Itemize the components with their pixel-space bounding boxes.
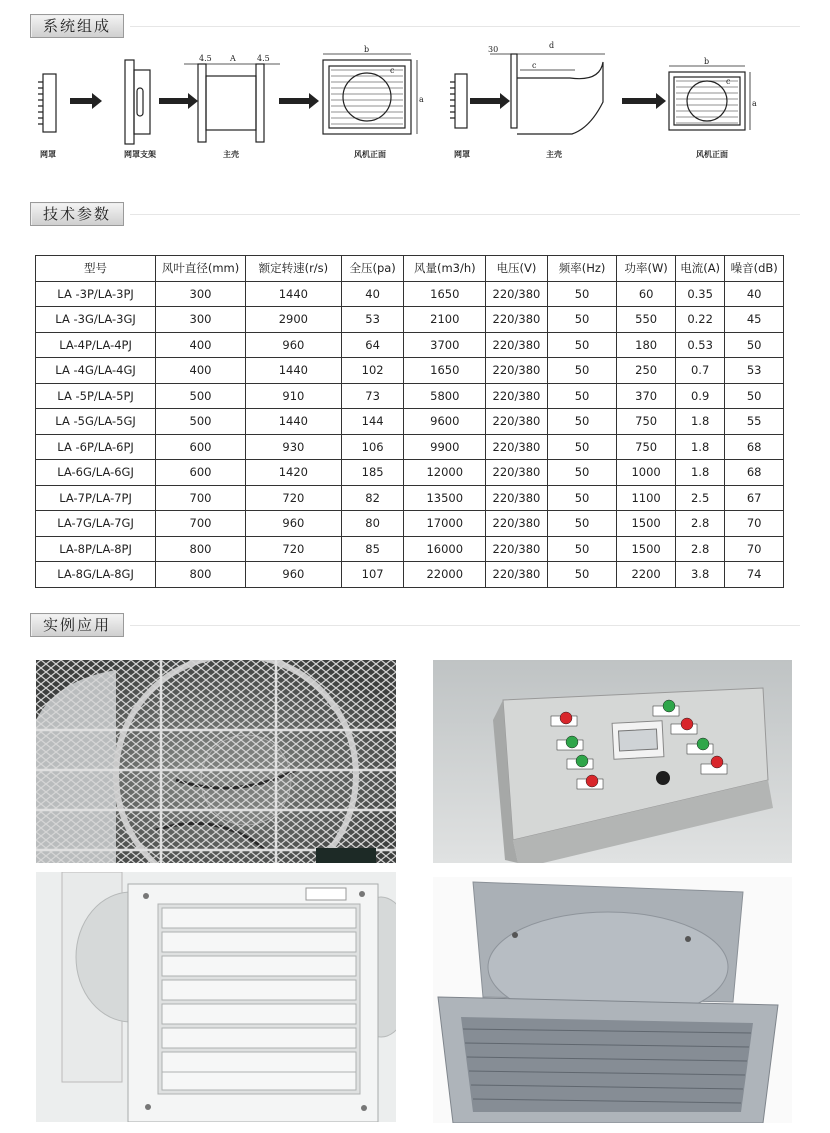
- table-header-cell: 噪音(dB): [725, 256, 784, 282]
- table-cell: 1.8: [675, 460, 724, 486]
- section-title-examples: 实例应用: [30, 613, 124, 637]
- divider: [130, 625, 800, 626]
- table-cell: 50: [725, 332, 784, 358]
- table-cell: 2.8: [675, 536, 724, 562]
- caption-grille-bracket: 网罩支架: [124, 150, 156, 159]
- table-header-cell: 额定转速(r/s): [245, 256, 341, 282]
- table-cell: 55: [725, 409, 784, 435]
- table-cell: 220/380: [486, 434, 548, 460]
- table-cell: 220/380: [486, 409, 548, 435]
- table-cell: 50: [547, 307, 617, 333]
- table-cell: 960: [245, 511, 341, 537]
- table-cell: 600: [156, 460, 246, 486]
- table-cell: 80: [341, 511, 404, 537]
- table-cell: LA-8P/LA-8PJ: [36, 536, 156, 562]
- main-shell-part: [184, 64, 280, 142]
- table-cell: 910: [245, 383, 341, 409]
- table-cell: 13500: [404, 485, 486, 511]
- dim-c-3: c: [726, 77, 731, 86]
- table-cell: 720: [245, 536, 341, 562]
- table-header-cell: 电压(V): [486, 256, 548, 282]
- caption-main-shell: 主壳: [223, 150, 239, 159]
- section-title-params: 技术参数: [30, 202, 124, 226]
- table-cell: 102: [341, 358, 404, 384]
- table-cell: LA -3P/LA-3PJ: [36, 281, 156, 307]
- main-shell-part-2: [490, 54, 605, 134]
- table-cell: 50: [725, 383, 784, 409]
- table-cell: 400: [156, 332, 246, 358]
- table-cell: 22000: [404, 562, 486, 588]
- table-row: [36, 460, 784, 486]
- caption-grille: 网罩: [40, 150, 56, 159]
- table-cell: 1500: [617, 536, 676, 562]
- table-cell: 50: [547, 332, 617, 358]
- table-cell: 1100: [617, 485, 676, 511]
- table-cell: 720: [245, 485, 341, 511]
- table-cell: 68: [725, 434, 784, 460]
- table-row: [36, 562, 784, 588]
- grille-part-2: [450, 74, 467, 128]
- table-cell: 1420: [245, 460, 341, 486]
- table-cell: 1440: [245, 409, 341, 435]
- table-row: [36, 434, 784, 460]
- spec-table: [35, 255, 784, 588]
- table-header-cell: 全压(pa): [341, 256, 404, 282]
- caption-fan-front: 风机正面: [354, 150, 386, 159]
- table-cell: 73: [341, 383, 404, 409]
- table-cell: LA -4G/LA-4GJ: [36, 358, 156, 384]
- table-cell: 2.8: [675, 511, 724, 537]
- table-cell: 40: [341, 281, 404, 307]
- table-cell: LA -5P/LA-5PJ: [36, 383, 156, 409]
- table-header-cell: 风叶直径(mm): [156, 256, 246, 282]
- table-cell: 600: [156, 434, 246, 460]
- table-cell: 9900: [404, 434, 486, 460]
- table-cell: 220/380: [486, 281, 548, 307]
- table-header-cell: 风量(m3/h): [404, 256, 486, 282]
- table-cell: 64: [341, 332, 404, 358]
- table-row: [36, 511, 784, 537]
- table-cell: 3700: [404, 332, 486, 358]
- table-cell: 67: [725, 485, 784, 511]
- table-cell: 82: [341, 485, 404, 511]
- table-cell: 50: [547, 281, 617, 307]
- table-cell: 180: [617, 332, 676, 358]
- table-row: [36, 485, 784, 511]
- photo-fan-mesh: [36, 660, 396, 863]
- table-row: [36, 281, 784, 307]
- table-cell: 1500: [617, 511, 676, 537]
- table-cell: 50: [547, 383, 617, 409]
- table-cell: 960: [245, 332, 341, 358]
- table-cell: 50: [547, 562, 617, 588]
- table-cell: 50: [547, 409, 617, 435]
- table-cell: 220/380: [486, 358, 548, 384]
- table-cell: 700: [156, 511, 246, 537]
- table-cell: 50: [547, 485, 617, 511]
- table-cell: 85: [341, 536, 404, 562]
- table-cell: 106: [341, 434, 404, 460]
- dim-45-left: 4.5: [199, 54, 212, 63]
- table-cell: 300: [156, 307, 246, 333]
- table-cell: 144: [341, 409, 404, 435]
- caption-fan-front-2: 风机正面: [696, 150, 728, 159]
- table-cell: 1000: [617, 460, 676, 486]
- table-cell: 500: [156, 383, 246, 409]
- table-row: [36, 332, 784, 358]
- table-cell: 0.9: [675, 383, 724, 409]
- table-header-row: [36, 256, 784, 282]
- table-cell: 50: [547, 536, 617, 562]
- table-cell: LA -6P/LA-6PJ: [36, 434, 156, 460]
- table-cell: 250: [617, 358, 676, 384]
- table-cell: 50: [547, 358, 617, 384]
- table-cell: 220/380: [486, 536, 548, 562]
- table-cell: 930: [245, 434, 341, 460]
- table-cell: 5800: [404, 383, 486, 409]
- table-cell: 400: [156, 358, 246, 384]
- table-cell: 750: [617, 409, 676, 435]
- table-cell: 0.53: [675, 332, 724, 358]
- table-header-cell: 功率(W): [617, 256, 676, 282]
- table-cell: 107: [341, 562, 404, 588]
- table-cell: 1440: [245, 358, 341, 384]
- table-cell: 370: [617, 383, 676, 409]
- table-cell: 1650: [404, 281, 486, 307]
- table-cell: 800: [156, 536, 246, 562]
- table-cell: 60: [617, 281, 676, 307]
- table-cell: 220/380: [486, 307, 548, 333]
- table-cell: 1650: [404, 358, 486, 384]
- table-cell: 2.5: [675, 485, 724, 511]
- table-cell: 700: [156, 485, 246, 511]
- table-cell: 40: [725, 281, 784, 307]
- table-cell: 300: [156, 281, 246, 307]
- table-cell: LA-7P/LA-7PJ: [36, 485, 156, 511]
- table-header-cell: 频率(Hz): [547, 256, 617, 282]
- grille-part: [38, 74, 56, 132]
- caption-grille-2: 网罩: [454, 150, 470, 159]
- table-cell: 220/380: [486, 562, 548, 588]
- dim-d: d: [549, 41, 555, 50]
- table-row: [36, 307, 784, 333]
- table-cell: 17000: [404, 511, 486, 537]
- dim-a-2: a: [752, 99, 757, 108]
- table-cell: 220/380: [486, 485, 548, 511]
- table-cell: 68: [725, 460, 784, 486]
- table-cell: 53: [341, 307, 404, 333]
- section-title-composition: 系统组成: [30, 14, 124, 38]
- table-header-cell: 型号: [36, 256, 156, 282]
- divider: [130, 214, 800, 215]
- table-header-cell: 电流(A): [675, 256, 724, 282]
- table-cell: LA-7G/LA-7GJ: [36, 511, 156, 537]
- photo-white-louver-fan: [36, 872, 396, 1122]
- dim-30: 30: [488, 45, 499, 54]
- fan-front-part-2: [669, 66, 750, 130]
- dim-A: A: [230, 54, 236, 63]
- table-row: [36, 536, 784, 562]
- dim-b-2: b: [704, 57, 710, 66]
- table-cell: 0.35: [675, 281, 724, 307]
- divider: [130, 26, 800, 27]
- table-cell: LA-8G/LA-8GJ: [36, 562, 156, 588]
- table-cell: 220/380: [486, 511, 548, 537]
- table-cell: 50: [547, 511, 617, 537]
- photo-gray-louver-fan: [433, 877, 792, 1123]
- table-cell: LA-6G/LA-6GJ: [36, 460, 156, 486]
- table-cell: 53: [725, 358, 784, 384]
- table-cell: LA -5G/LA-5GJ: [36, 409, 156, 435]
- dim-45-right: 4.5: [257, 54, 270, 63]
- table-cell: 12000: [404, 460, 486, 486]
- table-cell: 2900: [245, 307, 341, 333]
- table-cell: 960: [245, 562, 341, 588]
- fan-front-part: [323, 54, 417, 134]
- table-cell: 9600: [404, 409, 486, 435]
- dim-c-2: c: [532, 61, 537, 70]
- table-cell: 45: [725, 307, 784, 333]
- table-cell: 16000: [404, 536, 486, 562]
- table-cell: 500: [156, 409, 246, 435]
- photo-control-box: [433, 660, 792, 863]
- table-cell: 1440: [245, 281, 341, 307]
- table-cell: 70: [725, 511, 784, 537]
- table-cell: 1.8: [675, 409, 724, 435]
- table-cell: 550: [617, 307, 676, 333]
- grille-bracket-part: [125, 60, 150, 144]
- table-cell: LA-4P/LA-4PJ: [36, 332, 156, 358]
- table-cell: 50: [547, 460, 617, 486]
- table-cell: 3.8: [675, 562, 724, 588]
- table-cell: 220/380: [486, 332, 548, 358]
- table-cell: 185: [341, 460, 404, 486]
- table-cell: 220/380: [486, 383, 548, 409]
- dim-a: a: [419, 95, 424, 104]
- table-cell: 0.7: [675, 358, 724, 384]
- table-cell: 0.22: [675, 307, 724, 333]
- table-cell: 50: [547, 434, 617, 460]
- table-cell: 2200: [617, 562, 676, 588]
- table-cell: 800: [156, 562, 246, 588]
- table-cell: 2100: [404, 307, 486, 333]
- table-cell: 220/380: [486, 460, 548, 486]
- table-row: [36, 409, 784, 435]
- table-cell: 1.8: [675, 434, 724, 460]
- table-cell: LA -3G/LA-3GJ: [36, 307, 156, 333]
- caption-main-shell-2: 主壳: [546, 150, 562, 159]
- dim-b: b: [364, 45, 370, 54]
- table-cell: 74: [725, 562, 784, 588]
- table-cell: 70: [725, 536, 784, 562]
- table-row: [36, 358, 784, 384]
- table-row: [36, 383, 784, 409]
- dim-c: c: [390, 66, 395, 75]
- table-cell: 750: [617, 434, 676, 460]
